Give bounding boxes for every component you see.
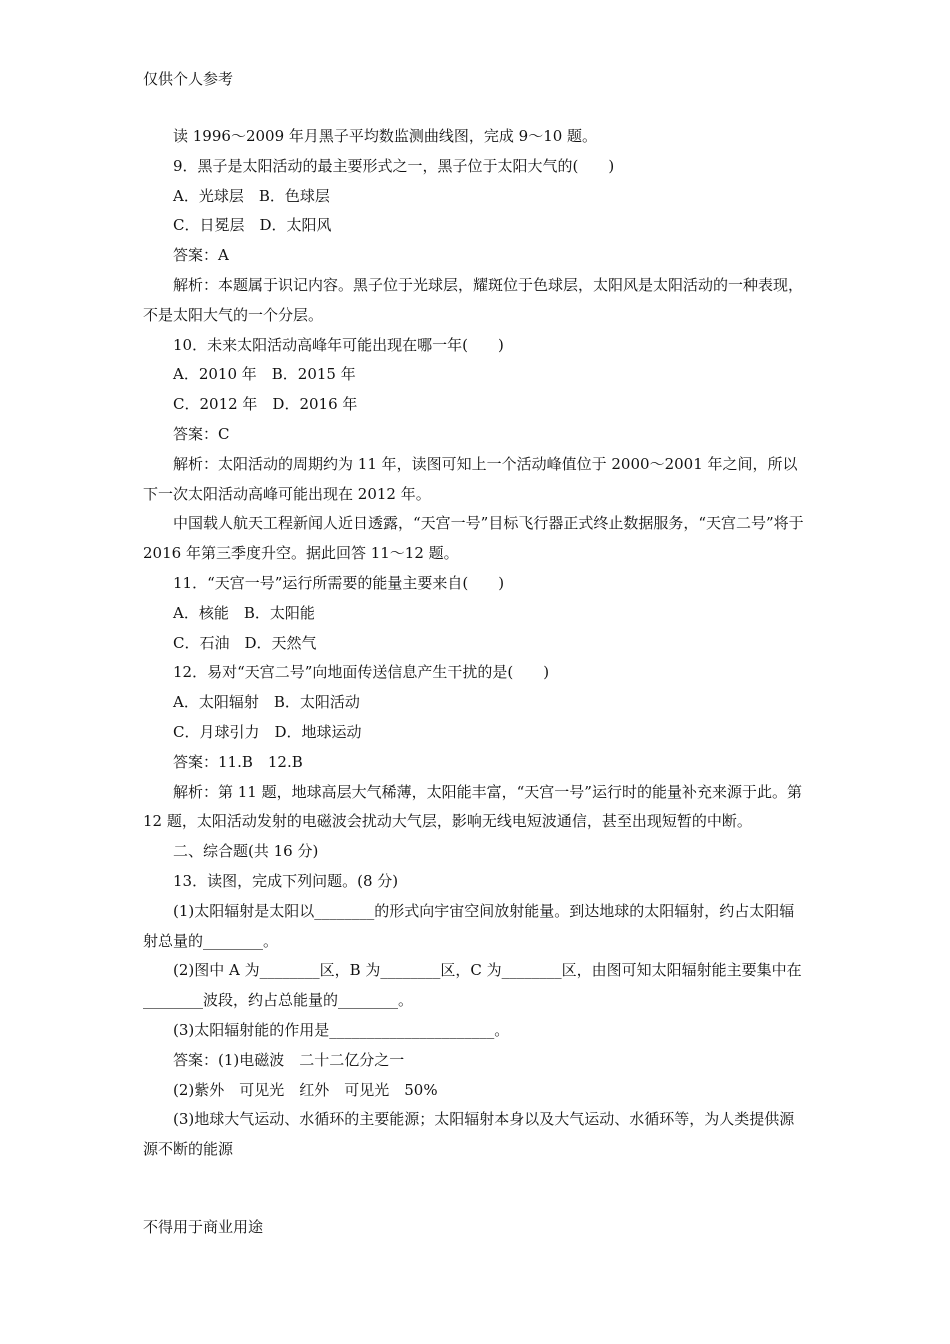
intro-paragraph: 中国载人航天工程新闻人近日透露，“天宫一号”目标飞行器正式终止数据服务，“天宫二号”将于 2016 年第三季度升空。据此回答 11～12 题。 (143, 514, 809, 563)
options-line: A．2010 年 B．2015 年 (173, 365, 356, 384)
answer-line: (3)地球大气运动、水循环的主要能源；太阳辐射本身以及大气运动、水循环等，为人类提供源源不断的能源 (143, 1110, 795, 1159)
answer-line: 答案：11.B 12.B (173, 752, 303, 771)
document-body (143, 122, 808, 1165)
analysis-paragraph: 解析：太阳活动的周期约为 11 年，读图可知上一个活动峰值位于 2000～2001 年之间，所以下一次太阳活动高峰可能出现在 2012 年。 (143, 454, 798, 503)
options-line: C．月球引力 D．地球运动 (173, 722, 362, 741)
analysis-paragraph: 解析：本题属于识记内容。黑子位于光球层，耀斑位于色球层，太阳风是太阳活动的一种表现，不是太阳大气的一个分层。 (143, 275, 804, 324)
options-line: A．光球层 B．色球层 (173, 186, 330, 205)
page-header: 仅供个人参考 (143, 70, 234, 88)
options-line: C．日冕层 D．太阳风 (173, 216, 332, 235)
section-heading: 二、综合题(共 16 分) (173, 842, 319, 861)
subquestion: (1)太阳辐射是太阳以________的形式向宇宙空间放射能量。到达地球的太阳辐射，约占太阳辐射总量的________。 (143, 901, 795, 950)
options-line: C．石油 D．天然气 (173, 633, 317, 652)
question-11: 11．“天宫一号”运行所需要的能量主要来自( ) (173, 573, 505, 592)
question-10: 10．未来太阳活动高峰年可能出现在哪一年( ) (173, 335, 504, 354)
analysis-paragraph: 解析：第 11 题，地球高层大气稀薄，太阳能丰富，“天宫一号”运行时的能量补充来源于此。第 12 题，太阳活动发射的电磁波会扰动大气层，影响无线电短波通信，甚至出现短暂的中断。 (143, 782, 807, 831)
subquestion: (3)太阳辐射能的作用是______________________。 (173, 1020, 510, 1039)
question-12: 12．易对“天宫二号”向地面传送信息产生干扰的是( ) (173, 663, 550, 682)
answer-line: 答案：A (173, 246, 229, 265)
subquestion: (2)图中 A 为________区，B 为________区，C 为________区，由图可知太阳辐射能主要集中在________波段，约占总能量的________。 (143, 961, 802, 1010)
page-footer: 不得用于商业用途 (143, 1218, 264, 1236)
question-13: 13．读图，完成下列问题。(8 分) (173, 871, 399, 890)
answer-line: 答案：C (173, 424, 230, 443)
question-9: 9．黑子是太阳活动的最主要形式之一，黑子位于太阳大气的( ) (173, 156, 615, 175)
options-line: C．2012 年 D．2016 年 (173, 395, 358, 414)
text-line: 读 1996～2009 年月黑子平均数监测曲线图，完成 9～10 题。 (173, 127, 598, 145)
answer-line: (2)紫外 可见光 红外 可见光 50% (173, 1080, 438, 1099)
options-line: A．核能 B．太阳能 (173, 603, 315, 622)
options-line: A．太阳辐射 B．太阳活动 (173, 693, 360, 712)
answer-line: 答案：(1)电磁波 二十二亿分之一 (173, 1050, 405, 1069)
